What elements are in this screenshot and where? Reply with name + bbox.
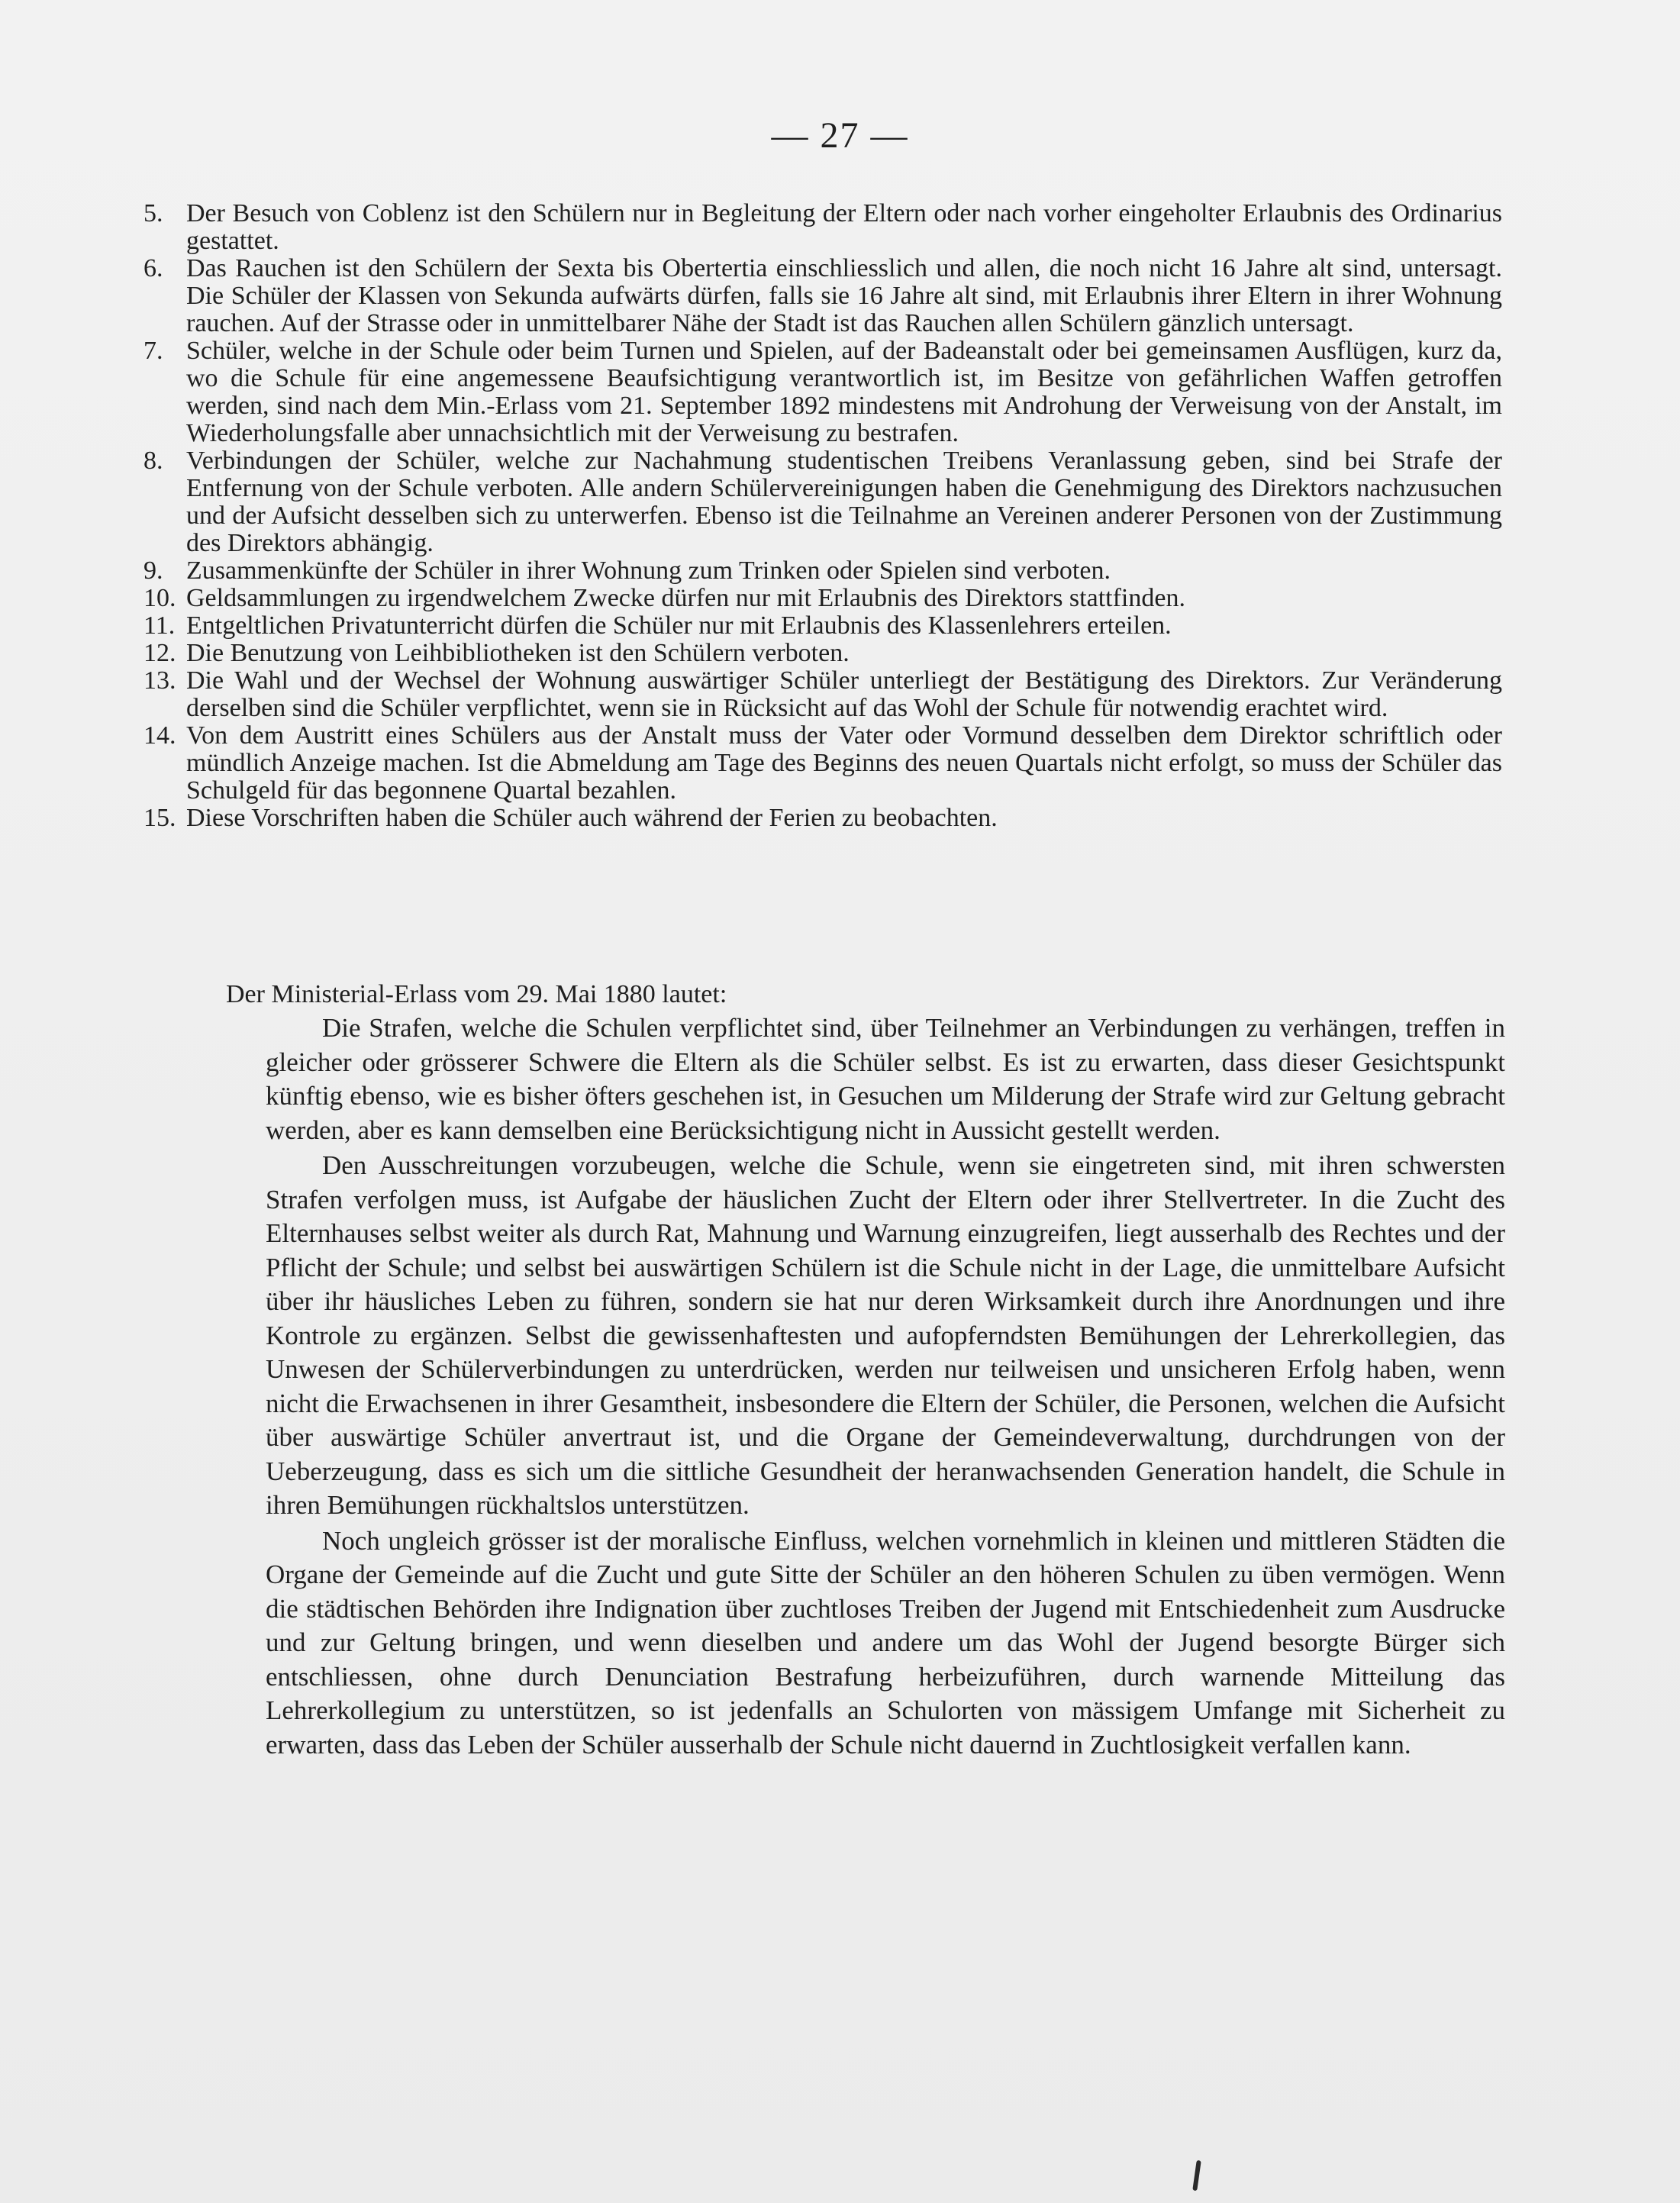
decree-paragraph: Noch ungleich grösser ist der moralische Einfluss, welchen vornehmlich in kleinen und mittleren Städten die Organe der Gemeinde auf die Zucht und gute Sitte der Schüler an den höheren Schulen zu üben vermögen. Wenn die städtischen Behörden ihre Indignation über zuchtloses Treiben der Jugend mit Entschiedenheit zum Ausdrucke und zur Geltung bringen, und wenn dieselben und andere um das Wohl der Jugend besorgte Bürger sich entschliessen, ohne durch Denunciation Bestrafung herbeizuführen, durch warnende Mitteilung das Lehrerkollegium zu unterstützen, so ist jedenfalls an Schulorten von mässigem Umfange mit Sicherheit zu erwarten, dass das Leben der Schüler ausserhalb der Schule nicht dauernd in Zuchtlosigkeit verfallen kann.	[266, 1525, 1505, 1759]
rule-item	[143, 640, 1502, 667]
rule-item	[143, 557, 1502, 585]
rule-item	[143, 447, 1502, 557]
decree-quote	[266, 1011, 1505, 1763]
rule-item	[143, 612, 1502, 640]
rule-number: 10.	[143, 584, 176, 612]
rule-number: 8.	[143, 447, 163, 475]
rule-text: Verbindungen der Schüler, welche zur Nachahmung studentischen Treibens Veranlassung geben, sind bei Strafe der Entfernung von der Schule verboten. Alle andern Schülervereinigungen haben die Genehmigung des Direktors nachzusuchen und der Aufsicht desselben sich zu unterwerfen. Ebenso ist die Teilnahme an Vereinen anderer Personen von der Zustimmung des Direktors abhängig.	[186, 447, 1502, 557]
rule-item	[143, 585, 1502, 612]
rule-text: Das Rauchen ist den Schülern der Sexta bis Obertertia einschliesslich und allen, die noch nicht 16 Jahre alt sind, untersagt. Die Schüler der Klassen von Sekunda aufwärts dürfen, falls sie 16 Jahre alt sind, mit Erlaubnis ihrer Eltern in ihrer Wohnung rauchen. Auf der Strasse oder in unmittelbarer Nähe der Stadt ist das Rauchen allen Schülern gänzlich untersagt.	[186, 254, 1502, 337]
rule-item	[143, 200, 1502, 255]
rule-text: Schüler, welche in der Schule oder beim Turnen und Spielen, auf der Badeanstalt oder bei gemeinsamen Ausflügen, kurz da, wo die Schule für eine angemessene Beaufsichtigung verantwortlich ist, im Besitze von gefährlichen Waffen getroffen werden, sind nach dem Min.-Erlass vom 21. September 1892 mindestens mit Androhung der Verweisung von der Anstalt, im Wiederholungsfalle aber unnachsichtlich mit der Verweisung zu bestrafen.	[186, 337, 1502, 447]
rule-text: Entgeltlichen Privatunterricht dürfen die Schüler nur mit Erlaubnis des Klassenlehrers erteilen.	[186, 611, 1172, 640]
rule-text: Von dem Austritt eines Schülers aus der Anstalt muss der Vater oder Vormund desselben dem Direktor schriftlich oder mündlich Anzeige machen. Ist die Abmeldung am Tage des Beginns des neuen Quartals nicht erfolgt, so muss der Schüler das Schulgeld für das begonnene Quartal bezahlen.	[186, 721, 1502, 805]
decree-intro: Der Ministerial-Erlass vom 29. Mai 1880 lautet:	[226, 980, 727, 1008]
rule-number: 11.	[143, 611, 176, 640]
rule-number: 13.	[143, 666, 176, 695]
rule-text: Der Besuch von Coblenz ist den Schülern nur in Begleitung der Eltern oder nach vorher eingeholter Erlaubnis des Ordinarius gestattet.	[186, 199, 1502, 255]
decree-paragraph: Die Strafen, welche die Schulen verpflichtet sind, über Teilnehmer an Verbindungen zu verhängen, treffen in gleicher oder grösserer Schwere die Eltern als die Schüler selbst. Es ist zu erwarten, dass dieser Gesichtspunkt künftig ebenso, wie es bisher öfters geschehen ist, in Gesuchen um Milderung der Strafe wird zur Geltung gebracht werden, aber es kann demselben eine Berücksichtigung nicht in Aussicht gestellt werden.	[266, 1013, 1505, 1145]
rule-number: 7.	[143, 337, 163, 365]
rule-number: 5.	[143, 199, 163, 227]
rule-number: 6.	[143, 254, 163, 282]
ink-mark	[1192, 2160, 1201, 2191]
rule-text: Diese Vorschriften haben die Schüler auch während der Ferien zu beobachten.	[186, 804, 998, 832]
rule-item	[143, 667, 1502, 722]
decree-paragraph: Den Ausschreitungen vorzubeugen, welche die Schule, wenn sie eingetreten sind, mit ihren schwersten Strafen verfolgen muss, ist Aufgabe der häuslichen Zucht der Eltern oder ihrer Stellvertreter. In die Zucht des Elternhauses selbst weiter als durch Rat, Mahnung und Warnung einzugreifen, liegt ausserhalb des Rechtes und der Pflicht der Schule; und selbst bei auswärtigen Schülern ist die Schule nicht in der Lage, die unmittelbare Aufsicht über ihr häusliches Leben zu führen, sondern sie hat nur deren Wirksamkeit durch ihre Anordnungen und ihre Kontrole zu ergänzen. Selbst die gewissenhaftesten und aufopferndsten Bemühungen der Lehrerkollegien, das Unwesen der Schülerverbindungen zu unterdrücken, werden nur teilweisen und unsicheren Erfolg haben, wenn nicht die Erwachsenen in ihrer Gesamtheit, insbesondere die Eltern der Schüler, die Personen, welchen die Aufsicht über auswärtige Schüler anvertraut ist, und die Organe der Gemeindeverwaltung, durchdrungen von der Ueberzeugung, dass es sich um die sittliche Gesundheit der heranwachsenden Generation handelt, die Schule in ihren Bemühungen rückhaltslos unterstützen.	[266, 1150, 1505, 1520]
rule-text: Geldsammlungen zu irgendwelchem Zwecke dürfen nur mit Erlaubnis des Direktors stattfinden.	[186, 584, 1185, 612]
rule-text: Die Wahl und der Wechsel der Wohnung auswärtiger Schüler unterliegt der Bestätigung des Direktors. Zur Veränderung derselben sind die Schüler verpflichtet, wenn sie in Rücksicht auf das Wohl der Schule für notwendig erachtet wird.	[186, 666, 1502, 722]
rule-item	[143, 337, 1502, 447]
rule-number: 14.	[143, 721, 176, 750]
rule-number: 15.	[143, 804, 176, 832]
rule-item	[143, 722, 1502, 805]
rule-number: 12.	[143, 639, 176, 667]
rule-text: Zusammenkünfte der Schüler in ihrer Wohnung zum Trinken oder Spielen sind verboten.	[186, 556, 1111, 585]
rule-item	[143, 805, 1502, 832]
rule-text: Die Benutzung von Leihbibliotheken ist den Schülern verboten.	[186, 639, 850, 667]
page-number: — 27 —	[771, 115, 909, 156]
rules-list	[143, 200, 1502, 832]
rule-number: 9.	[143, 556, 163, 585]
rule-item	[143, 255, 1502, 337]
